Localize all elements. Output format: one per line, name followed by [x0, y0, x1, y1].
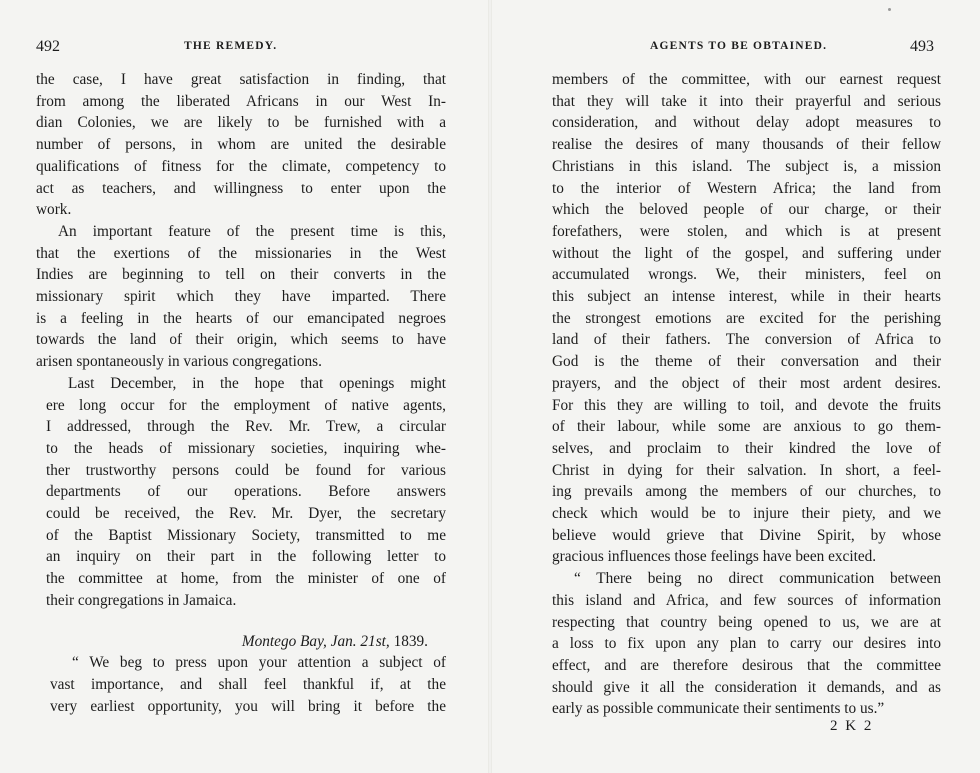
text-line: “ We beg to press upon your attention a subject of	[72, 654, 446, 672]
right-text-block	[552, 69, 941, 720]
text-line: forefathers, were stolen, and which is at present	[552, 222, 941, 240]
text-line: consideration, and without delay adopt measures to	[552, 114, 941, 132]
text-line: Christ in dying for their salvation. In short, a feel-	[552, 461, 941, 479]
text-line: to the heads of missionary societies, inquiring whe-	[46, 439, 446, 457]
text-line: respecting that country being opened to us, we are at	[552, 613, 941, 631]
text-line: gracious influences those feelings have been excited.	[552, 548, 877, 566]
signature-mark: 2 K 2	[830, 718, 874, 734]
text-line: without the light of the gospel, and suffering under	[552, 244, 941, 262]
text-line: this subject an intense interest, while in their hearts	[552, 288, 941, 306]
text-line: is a feeling in the hearts of our emancipated negroes	[36, 309, 446, 327]
text-line: their congregations in Jamaica.	[46, 591, 237, 609]
left-paragraph-4	[36, 652, 446, 717]
text-line: this island and Africa, and few sources of information	[552, 591, 941, 609]
dateline-year: 1839.	[393, 632, 428, 650]
text-line: land of their fathers. The conversion of Africa to	[552, 331, 941, 349]
text-line: the committee at home, from the minister of one of	[46, 570, 446, 588]
right-paragraph-2	[552, 568, 941, 720]
text-line: ther trustworthy persons could be found for various	[46, 461, 446, 479]
text-line: number of persons, in whom are united the desirable	[36, 136, 446, 154]
text-line: act as teachers, and willingness to enter upon the	[36, 179, 446, 197]
text-line: should give it all the consideration it demands, and as	[552, 678, 941, 696]
text-line: to the interior of Western Africa; the land from	[552, 179, 941, 197]
text-line: very earliest opportunity, you will bring it before the	[50, 697, 446, 715]
text-line: vast importance, and shall feel thankful if, at the	[50, 675, 446, 693]
left-paragraph-2	[36, 221, 446, 373]
text-line: ere long occur for the employment of native agents,	[46, 396, 446, 414]
right-page-number: 493	[910, 38, 934, 55]
text-line: I addressed, through the Rev. Mr. Trew, a circular	[46, 418, 446, 436]
text-line: prayers, and the object of their most ardent desires.	[552, 374, 941, 392]
text-line: the strongest emotions are excited for the perishing	[552, 309, 941, 327]
text-line: towards the land of their origin, which seems to have	[36, 331, 446, 349]
text-line: “ There being no direct communication between	[574, 570, 941, 588]
left-paragraph-1	[36, 69, 446, 221]
text-line: ing prevails among the members of our churches, to	[552, 483, 941, 501]
left-paragraph-3	[36, 373, 446, 612]
left-page-number: 492	[36, 38, 60, 55]
letter-dateline	[36, 631, 446, 653]
text-line: that they will take it into their prayerful and serious	[552, 92, 941, 110]
text-line: an inquiry on their part in the following letter to	[46, 548, 446, 566]
text-line: Christians in this island. The subject is, a mission	[552, 157, 941, 175]
text-line: the case, I have great satisfaction in finding, that	[36, 71, 446, 88]
text-line: dian Colonies, we are likely to be furnished with a	[36, 114, 446, 132]
text-line: that the exertions of the missionaries in the West	[36, 244, 446, 262]
text-line: God is the theme of their conversation and their	[552, 353, 941, 371]
text-line: An important feature of the present time is this,	[58, 222, 446, 240]
text-line: check which would be to injure their piety, and we	[552, 505, 941, 523]
text-line: selves, and proclaim to their kindred the love of	[552, 439, 941, 457]
text-line: qualifications of fitness for the climate, competency to	[36, 157, 446, 175]
text-line: early as possible communicate their sentiments to us.”	[552, 700, 885, 718]
text-line: departments of our operations. Before answers	[46, 483, 446, 501]
right-page	[490, 0, 980, 773]
left-text-block	[36, 69, 446, 717]
text-line: work.	[36, 201, 72, 219]
dateline-place: Montego Bay, Jan. 21st,	[241, 632, 390, 650]
right-running-head: AGENTS TO BE OBTAINED.	[650, 40, 828, 52]
text-line: from among the liberated Africans in our West In-	[36, 92, 446, 110]
text-line: which the beloved people of our charge, or their	[552, 201, 941, 219]
text-line: of the Baptist Missionary Society, transmitted to me	[46, 526, 446, 544]
text-line: Last December, in the hope that openings might	[68, 374, 446, 392]
left-running-head: THE REMEDY.	[184, 40, 278, 52]
text-line: of their labour, while some are anxious to go them-	[552, 418, 941, 436]
text-line: could be received, the Rev. Mr. Dyer, the secretary	[46, 505, 446, 523]
text-line: believe would grieve that Divine Spirit, by whose	[552, 526, 941, 544]
text-line: members of the committee, with our earnest request	[552, 71, 941, 88]
text-line: effect, and are therefore desirous that the committee	[552, 656, 941, 674]
paper-speck	[888, 8, 891, 11]
text-line: a loss to fix upon any plan to carry our desires into	[552, 635, 941, 653]
text-line: Indies are beginning to tell on their converts in the	[36, 266, 446, 284]
text-line: missionary spirit which they have imparted. There	[36, 288, 446, 306]
text-line: arisen spontaneously in various congregations.	[36, 353, 322, 371]
text-line: accumulated wrongs. We, their ministers, feel on	[552, 266, 941, 284]
text-line: realise the desires of many thousands of their fellow	[552, 136, 941, 154]
text-line: For this they are willing to toil, and devote the fruits	[552, 396, 941, 414]
right-paragraph-1	[552, 69, 941, 568]
